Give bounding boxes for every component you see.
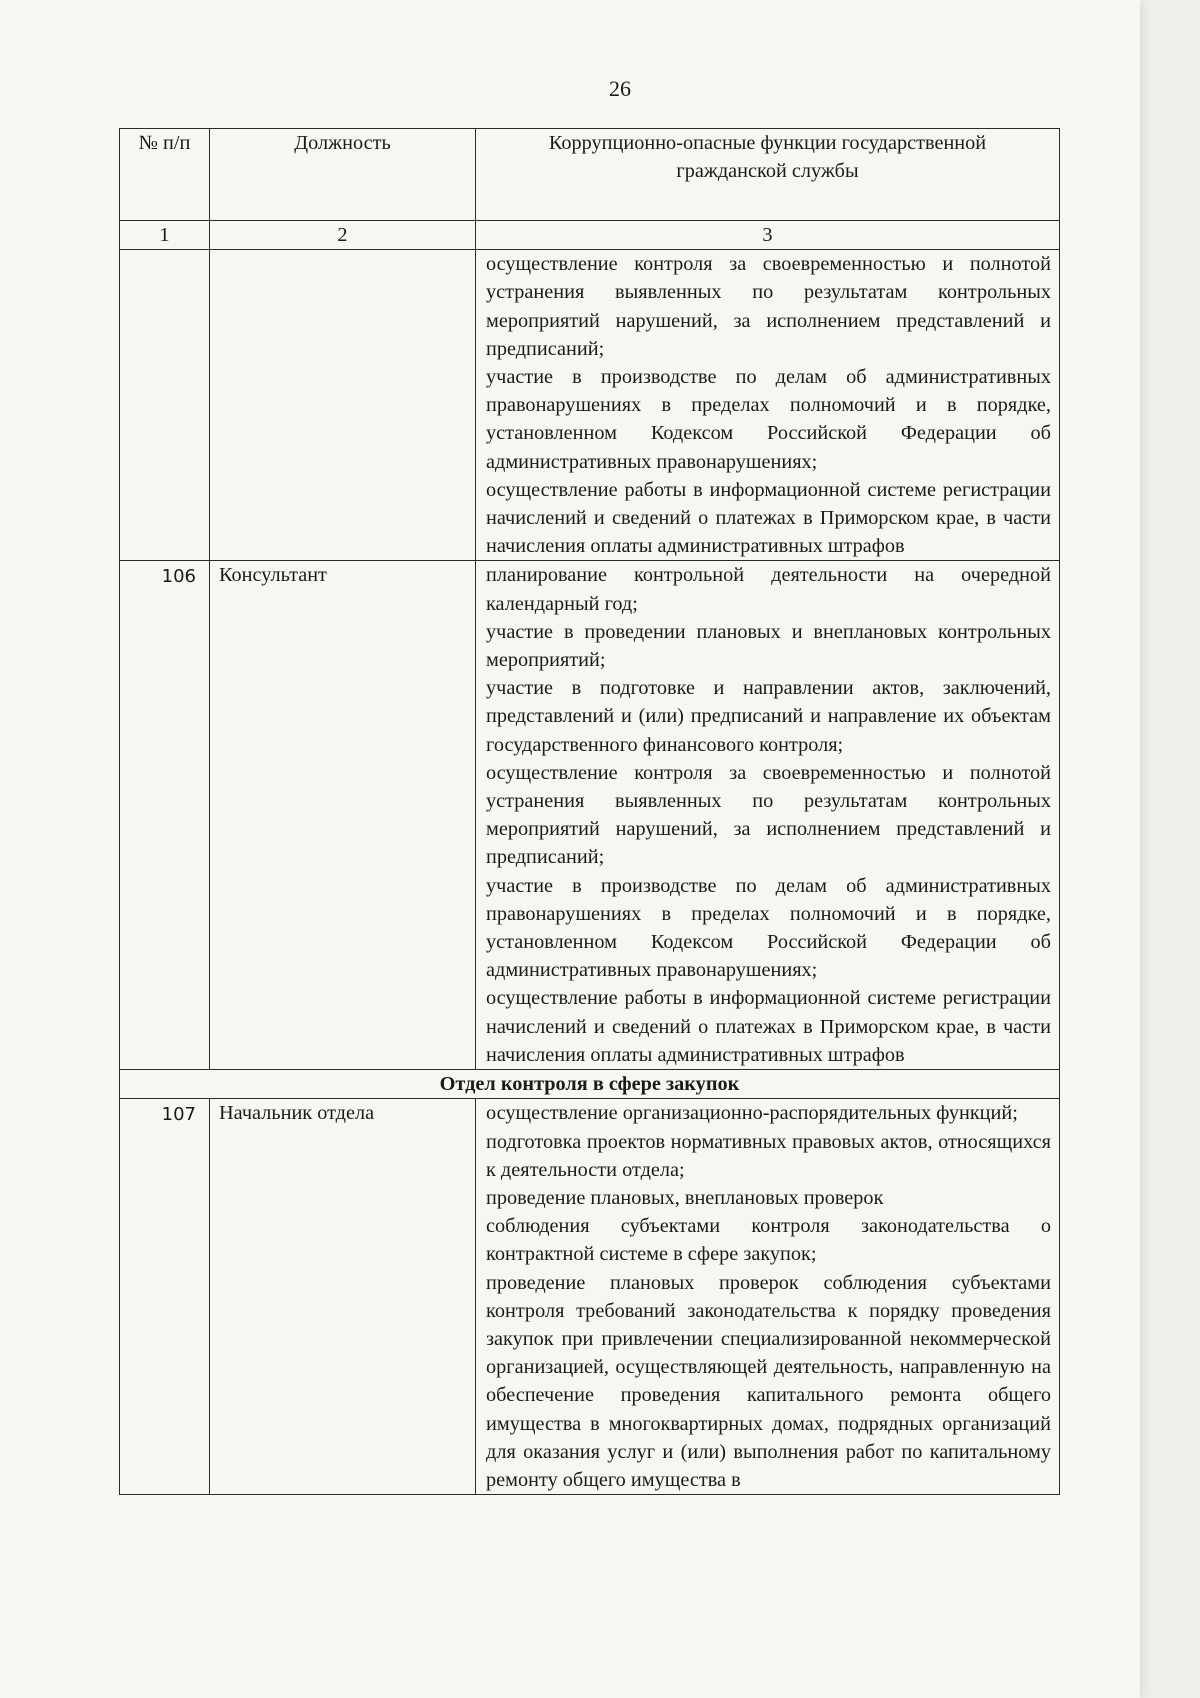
function-item: осуществление организационно-распорядительных функций; xyxy=(486,1102,1018,1125)
table-row-continuation xyxy=(120,250,1060,561)
column-numbers-row xyxy=(120,221,1060,250)
row-functions-cell xyxy=(476,250,1060,561)
column-number-1: 1 xyxy=(120,221,210,250)
row-functions-cell xyxy=(476,561,1060,1070)
function-item: осуществление работы в информационной системе регистрации начислений и сведений о платежах в Приморском крае, в части начисления оплаты административных штрафов xyxy=(486,478,1051,558)
corruption-functions-table xyxy=(119,128,1060,1495)
row-num-cell: 107 xyxy=(120,1099,210,1495)
row-num-cell xyxy=(120,250,210,561)
row-position-cell: Консультант xyxy=(210,561,476,1070)
page-number: 26 xyxy=(609,76,631,101)
table-row-106 xyxy=(120,561,1060,1070)
table-header-row xyxy=(120,129,1060,221)
section-header-row xyxy=(120,1070,1060,1099)
row-position-cell xyxy=(210,250,476,561)
function-item: подготовка проектов нормативных правовых актов, относящихся к деятельности отдела; xyxy=(486,1130,1051,1181)
function-item: участие в производстве по делам об административных правонарушениях в пределах полномочий и в порядке, установленном Кодексом Российской Федерации об административных правонарушениях; xyxy=(486,366,1051,473)
function-item: проведение плановых проверок соблюдения субъектами контроля требований законодательства к порядку проведения закупок при привлечении специализированной некоммерческой организацией, осуществляющей деятельность, направленную на обеспечение проведения капитального ремонта общего имущества в многоквартирных домах, подрядных организаций для оказания услуг и (или) выполнения работ по капитальному ремонту общего имущества в xyxy=(486,1271,1051,1491)
row-num-cell: 106 xyxy=(120,561,210,1070)
function-item: осуществление работы в информационной системе регистрации начислений и сведений о платежах в Приморском крае, в части начисления оплаты административных штрафов xyxy=(486,987,1051,1066)
function-item: участие в производстве по делам об административных правонарушениях в пределах полномочий и в порядке, установленном Кодексом Российской Федерации об административных правонарушениях; xyxy=(486,874,1051,982)
table-row-107 xyxy=(120,1099,1060,1495)
function-item: проведение плановых, внеплановых проверок xyxy=(486,1186,884,1209)
row-position-cell: Начальник отдела xyxy=(210,1099,476,1495)
function-item: планирование контрольной деятельности на очередной календарный год; xyxy=(486,564,1051,615)
function-item: осуществление контроля за своевременностью и полнотой устранения выявленных по результатам контрольных мероприятий нарушений, за исполнением представлений и предписаний; xyxy=(486,761,1051,869)
function-item: участие в подготовке и направлении актов, заключений, представлений и (или) предписаний и направление их объектам государственного финансового контроля; xyxy=(486,677,1051,756)
header-functions xyxy=(476,129,1060,221)
section-title: Отдел контроля в сфере закупок xyxy=(120,1070,1060,1099)
header-position: Должность xyxy=(210,129,476,221)
header-functions-text: Коррупционно-опасные функции государственной гражданской службы xyxy=(548,132,987,183)
function-item: соблюдения субъектами контроля законодательства о контрактной системе в сфере закупок; xyxy=(486,1215,1051,1266)
row-functions-cell xyxy=(476,1099,1060,1495)
function-item: осуществление контроля за своевременностью и полнотой устранения выявленных по результатам контрольных мероприятий нарушений, за исполнением представлений и предписаний; xyxy=(486,253,1051,360)
column-number-2: 2 xyxy=(210,221,476,250)
header-num: № п/п xyxy=(120,129,210,221)
function-item: участие в проведении плановых и внеплановых контрольных мероприятий; xyxy=(486,620,1051,672)
column-number-3: 3 xyxy=(476,221,1060,250)
